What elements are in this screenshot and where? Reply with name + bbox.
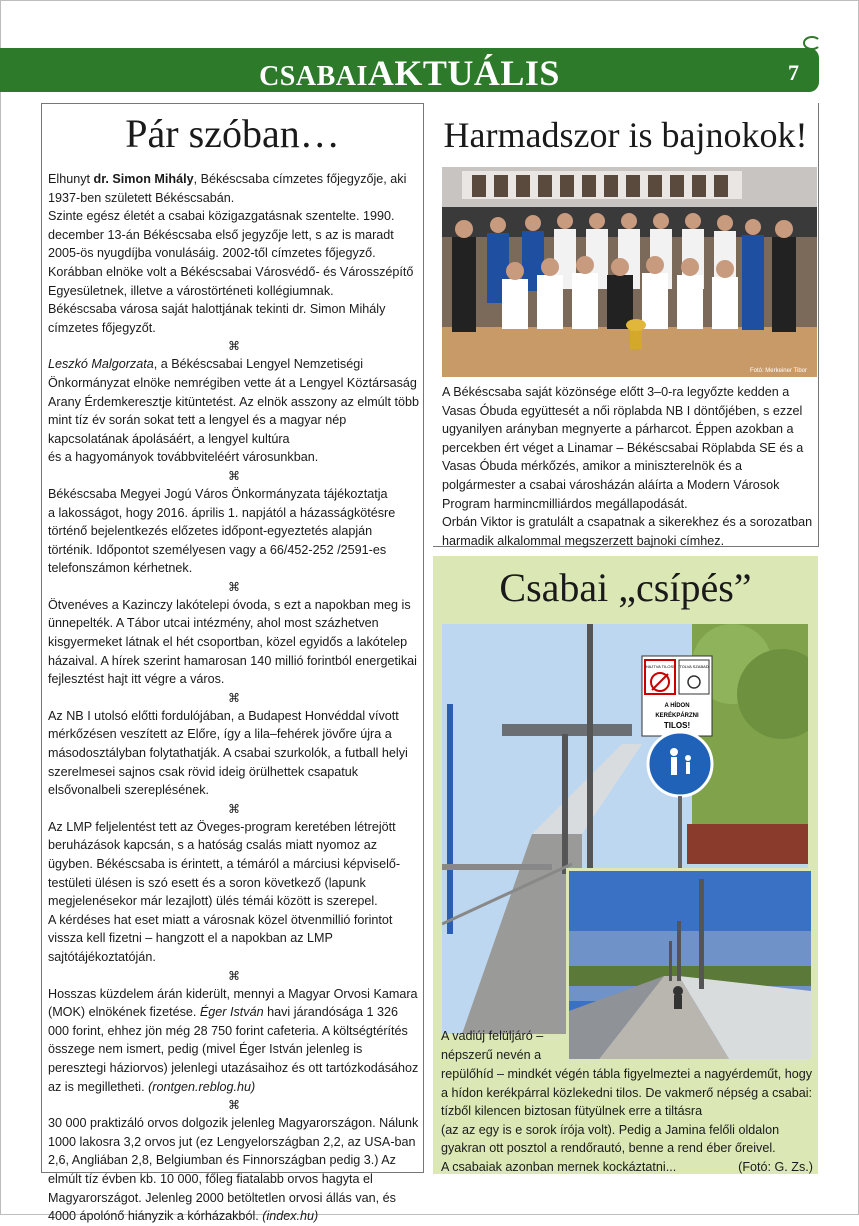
separator-icon: ⌘ [228,579,240,594]
sign-top-left: HAJTVA TILOS! [645,664,675,669]
sign-main-3: TILOS! [663,721,691,730]
bridge-photo-second-image [569,871,811,1059]
left-heading: Pár szóban… [125,111,340,156]
volleyball-paragraph: A Békéscsaba saját közönsége előtt 3–0-ra legyőzte kedden a Vasas Óbuda együttesét a női röplabda NB I döntőjében, s ezzel ugyanilyen arányban megnyerte a párharcot. Éppen azokban a percekben ért véget a Linamar – Békéscsabai Röplabda SE és a Vasas Óbuda mérkőzés, amikor a miniszterelnök és a polgármester a csabai városházán aláírta a Modern Városok Program harmincmilliárdos megállapodását. Orbán Viktor is gratulált a csapatnak a sikerekhez és a sorozatban harmadik alkalommal megszerzett bajnoki címhez. [442,385,813,548]
paragraph-wedding: Békéscsaba Megyei Jogú Város Önkormányzata tájékoztatja a lakosságot, hogy 2016. április 1. napjától a házasságkötésre történő bejelentkezés előzetes időpont-egyeztetés alapján történik. Időpontot személyesen vagy a 66/452-252 /2591-es telefonszámon kérhetnek. [48,486,396,576]
photo-credit: Fotó: Merkeiner Tibor [749,368,807,374]
separator-icon: ⌘ [228,468,240,483]
team-photo [442,167,817,377]
separator-icon: ⌘ [228,968,240,983]
separator-icon: ⌘ [228,339,240,354]
separator-icon: ⌘ [228,801,240,816]
title-part2: AKTUÁLIS [367,53,560,93]
volleyball-heading: Harmadszor is bajnokok! [443,115,808,155]
paragraph-doctors: 30 000 praktizáló orvos dolgozik jelenleg Magyarországon. Nálunk 1000 lakosra 3,2 orvos jut (ez Lengyelországban 2,2, az USA-ban 2,6, Angliában 2,8, Belgiumban és Finnországban pedig 3.) Az elmúlt tíz évben kb. 10 000, főleg fiatalabb orvos hagyta el Magyarországot. Jelenleg 2000 betöltetlen orvosi állás van, és 4000 ápolónő hiányzik a kórházakból. (index.hu) [48,1116,419,1224]
paragraph-lmp: Az LMP feljelentést tett az Öveges-program keretében létrejött beruházások kapcsán, s a hatóság csalás miatt nyomoz az ügyben. Békéscsaba is érintett, a témáról a márciusi képviselő-testületi ülésen is szó esett és a soron következő (lapunk megjelenésekor már lezajlott) ülés témái között is szerepel. A kérdéses hat eset miatt a városnak közel ötvenmillió forintot vissza kell fizetni – hangzott el a napokban az LMP sajtótájékoztatóján. [48,819,401,964]
magazine-title [0,52,819,94]
caption-start: A vadiúj felüljáró – népszerű nevén a [441,1029,544,1062]
paragraph-football: Az NB I utolsó előtti fordulójában, a Budapest Honvéddal vívott mérkőzésen veszített az Előre, így a lila–fehérek jövőre újra a másodosztályban folytathatják. A csabai szurkolók, a futball helyi szerelmesei sajnos csak rövid ideig örülhettek csapatuk elsővonalbeli szereplésének. [48,708,408,798]
paragraph-mok: Hosszas küzdelem árán kiderült, mennyi a Magyar Orvosi Kamara (MOK) elnökének fizetése. Éger István havi járandósága 1 326 000 forint, ehhez jön még 28 750 forint cafeteria. A költségtérítés összege nem ismert, pedig (mivel Éger István jelenleg is peresztegi háziorvos) jelenlegi utazásaihoz és ott tartózkodásához az is megilletheti. (rontgen.reblog.hu) [48,986,419,1094]
csipes-heading: Csabai „csípés” [499,565,752,610]
bridge-photo-second [566,868,811,1059]
sign-top-right: TOLVA SZABAD [679,664,709,669]
separator-icon: ⌘ [228,1098,240,1113]
volleyball-article-body [442,383,814,550]
separator-icon: ⌘ [228,690,240,705]
page-number: 7 [788,60,799,85]
paragraph-obituary: Elhunyt dr. Simon Mihály, Békéscsaba címzetes főjegyzője, aki 1937-ben született Békéscsabán. Szinte egész életét a csabai közigazgatásnak szentelte. 1990. december 13-án Békéscsaba első jegyzője lett, s az is maradt 2005-ös nyugdíjba vonulásáig. 2002-től címzetes főjegyző. Korábban elnöke volt a Békéscsabai Városvédő- és Városszépítő Egyesületnek, illetve a várostörténeti kollégiumnak. Békéscsaba városa saját halottjának tekinti dr. Simon Mihály címzetes főjegyzőt. [48,172,414,335]
paragraph-kindergarten: Ötvenéves a Kazinczy lakótelepi óvoda, s ezt a napokban meg is ünnepelték. A Tábor utcai intézmény, ahol most százhetven kisgyermeket látnak el hét csoportban, közel egyidős a lakótelep házaival. A hírek szerint hamarosan 140 millió forintból energetikai fejlesztést hajt itt végre a város. [48,597,417,687]
source-citation: (index.hu) [262,1209,319,1224]
caption-paragraph: repülőhíd – mindkét végén tábla figyelmeztei a nagyérdeműt, hogy a hídon kerékpárral közlekedni tilos. De vakmerő népség a csabai: tízből kilencen biztosan fütyülnek erre a tiltásra (az az egy is e sorok írója volt). Pedig a Jamina felőli oldalon gyakran ott posztol a rendőrautó, benne a rend éber őreivel. A csabaiak azonban mernek kockáztatni... (Fotó: G. Zs.) [441,1065,813,1177]
title-part1: CSABAI [259,61,368,92]
sign-main-2: KERÉKPÁRZNI [655,713,699,719]
person-name-italic: Éger István [199,1005,264,1020]
person-name-italic: Leszkó Malgorzata [48,357,154,372]
caption-body [441,1065,813,1177]
left-article-body [48,170,420,1226]
team-photo-image [442,167,817,377]
source-citation: (rontgen.reblog.hu) [148,1079,256,1094]
paragraph-polish: Leszkó Malgorzata, a Békéscsabai Lengyel Nemzetiségi Önkormányzat elnöke nemrégiben vette át a Lengyel Köztársaság Arany Érdemkeresztje kitüntetést. Az elnök asszony az elmúlt több mint tíz év során sokat tett a lengyel és a magyar nép kapcsolatának ápolásáért, a lengyel kultúra és a hagyományok továbbviteléért városunkban. [48,357,419,465]
sign-main-1: A HÍDON [664,703,690,709]
photo-credit-caption: (Fotó: G. Zs.) [738,1159,813,1174]
person-name: dr. Simon Mihály [93,172,194,186]
